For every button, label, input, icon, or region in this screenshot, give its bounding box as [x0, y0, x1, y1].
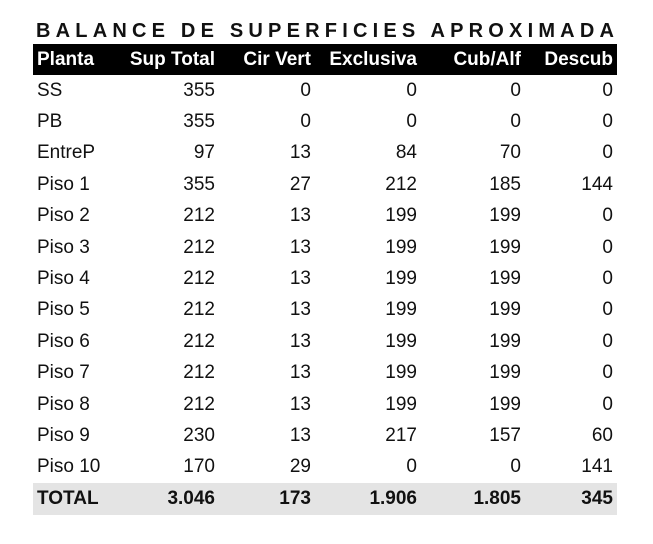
- cell-cub-alf: 199: [489, 205, 521, 227]
- cell-planta: Piso 9: [37, 424, 90, 446]
- cell-cir-vert: 0: [300, 79, 311, 101]
- cell-cub-alf: 199: [489, 268, 521, 290]
- cell-cir-vert: 13: [289, 299, 311, 321]
- cell-sup-total: 212: [183, 299, 215, 321]
- cell-planta: Piso 2: [37, 205, 90, 227]
- cell-descub: 0: [602, 236, 613, 258]
- total-exclusiva: 1.906: [369, 488, 417, 510]
- column-header-cub-alf: Cub/Alf: [453, 48, 521, 70]
- cell-cir-vert: 13: [289, 330, 311, 352]
- cell-exclusiva: 199: [385, 236, 417, 258]
- table-row: [33, 326, 617, 357]
- cell-cub-alf: 0: [510, 456, 521, 478]
- cell-exclusiva: 199: [385, 205, 417, 227]
- cell-cir-vert: 0: [300, 111, 311, 133]
- cell-exclusiva: 84: [395, 142, 417, 164]
- cell-planta: Piso 3: [37, 236, 90, 258]
- cell-planta: Piso 6: [37, 330, 90, 352]
- cell-planta: Piso 1: [37, 173, 90, 195]
- cell-exclusiva: 199: [385, 299, 417, 321]
- cell-cub-alf: 157: [489, 424, 521, 446]
- cell-cub-alf: 199: [489, 236, 521, 258]
- table-row: [33, 420, 617, 451]
- cell-sup-total: 230: [183, 424, 215, 446]
- total-descub: 345: [581, 488, 613, 510]
- cell-cir-vert: 13: [289, 236, 311, 258]
- cell-sup-total: 212: [183, 268, 215, 290]
- cell-sup-total: 355: [183, 173, 215, 195]
- cell-cir-vert: 13: [289, 205, 311, 227]
- table-row: [33, 232, 617, 263]
- cell-sup-total: 212: [183, 393, 215, 415]
- table-row: [33, 201, 617, 232]
- total-label: TOTAL: [37, 488, 99, 510]
- cell-planta: Piso 5: [37, 299, 90, 321]
- cell-cub-alf: 199: [489, 330, 521, 352]
- cell-cir-vert: 13: [289, 393, 311, 415]
- column-header-cir-vert: Cir Vert: [243, 48, 311, 70]
- cell-cub-alf: 199: [489, 299, 521, 321]
- cell-cir-vert: 27: [289, 173, 311, 195]
- cell-exclusiva: 217: [385, 424, 417, 446]
- cell-cub-alf: 199: [489, 393, 521, 415]
- total-row: [33, 483, 617, 515]
- cell-planta: Piso 7: [37, 362, 90, 384]
- cell-descub: 0: [602, 205, 613, 227]
- cell-descub: 60: [591, 424, 613, 446]
- cell-cir-vert: 29: [289, 456, 311, 478]
- surface-balance-sheet: [33, 18, 620, 515]
- cell-descub: 0: [602, 362, 613, 384]
- cell-sup-total: 212: [183, 330, 215, 352]
- cell-sup-total: 355: [183, 111, 215, 133]
- cell-exclusiva: 212: [385, 173, 417, 195]
- cell-descub: 0: [602, 142, 613, 164]
- cell-planta: Piso 4: [37, 268, 90, 290]
- cell-exclusiva: 199: [385, 393, 417, 415]
- table-row: [33, 169, 617, 200]
- table-row: [33, 263, 617, 294]
- total-sup-total: 3.046: [167, 488, 215, 510]
- page-title: BALANCE DE SUPERFICIES APROXIMADA: [36, 20, 620, 42]
- cell-exclusiva: 0: [406, 111, 417, 133]
- cell-cir-vert: 13: [289, 362, 311, 384]
- table-row: [33, 389, 617, 420]
- surface-balance-table: [33, 44, 617, 515]
- table-row: [33, 138, 617, 169]
- cell-planta: SS: [37, 79, 63, 101]
- column-header-sup-total: Sup Total: [129, 48, 215, 70]
- cell-cub-alf: 199: [489, 362, 521, 384]
- cell-descub: 0: [602, 111, 613, 133]
- cell-descub: 0: [602, 393, 613, 415]
- table-row: [33, 452, 617, 483]
- cell-sup-total: 355: [183, 79, 215, 101]
- cell-cub-alf: 185: [489, 173, 521, 195]
- table-row: [33, 106, 617, 137]
- column-header-exclusiva: Exclusiva: [329, 48, 417, 70]
- cell-planta: PB: [37, 111, 63, 133]
- table-row: [33, 358, 617, 389]
- total-cub-alf: 1.805: [473, 488, 521, 510]
- cell-exclusiva: 0: [406, 456, 417, 478]
- cell-exclusiva: 199: [385, 362, 417, 384]
- cell-cub-alf: 70: [499, 142, 521, 164]
- cell-sup-total: 170: [183, 456, 215, 478]
- cell-exclusiva: 0: [406, 79, 417, 101]
- column-header-descub: Descub: [544, 48, 613, 70]
- table-header-row: [33, 44, 617, 75]
- cell-sup-total: 212: [183, 362, 215, 384]
- cell-cir-vert: 13: [289, 142, 311, 164]
- table-row: [33, 75, 617, 106]
- cell-descub: 0: [602, 268, 613, 290]
- cell-descub: 0: [602, 330, 613, 352]
- cell-sup-total: 212: [183, 205, 215, 227]
- cell-cir-vert: 13: [289, 424, 311, 446]
- cell-descub: 0: [602, 79, 613, 101]
- cell-descub: 141: [581, 456, 613, 478]
- cell-cub-alf: 0: [510, 111, 521, 133]
- total-cir-vert: 173: [279, 488, 311, 510]
- column-header-planta: Planta: [37, 48, 95, 70]
- cell-sup-total: 97: [193, 142, 215, 164]
- cell-planta: Piso 10: [37, 456, 101, 478]
- cell-exclusiva: 199: [385, 268, 417, 290]
- cell-cub-alf: 0: [510, 79, 521, 101]
- table-row: [33, 295, 617, 326]
- cell-planta: Piso 8: [37, 393, 90, 415]
- cell-planta: EntreP: [37, 142, 96, 164]
- cell-cir-vert: 13: [289, 268, 311, 290]
- cell-sup-total: 212: [183, 236, 215, 258]
- cell-exclusiva: 199: [385, 330, 417, 352]
- cell-descub: 144: [581, 173, 613, 195]
- cell-descub: 0: [602, 299, 613, 321]
